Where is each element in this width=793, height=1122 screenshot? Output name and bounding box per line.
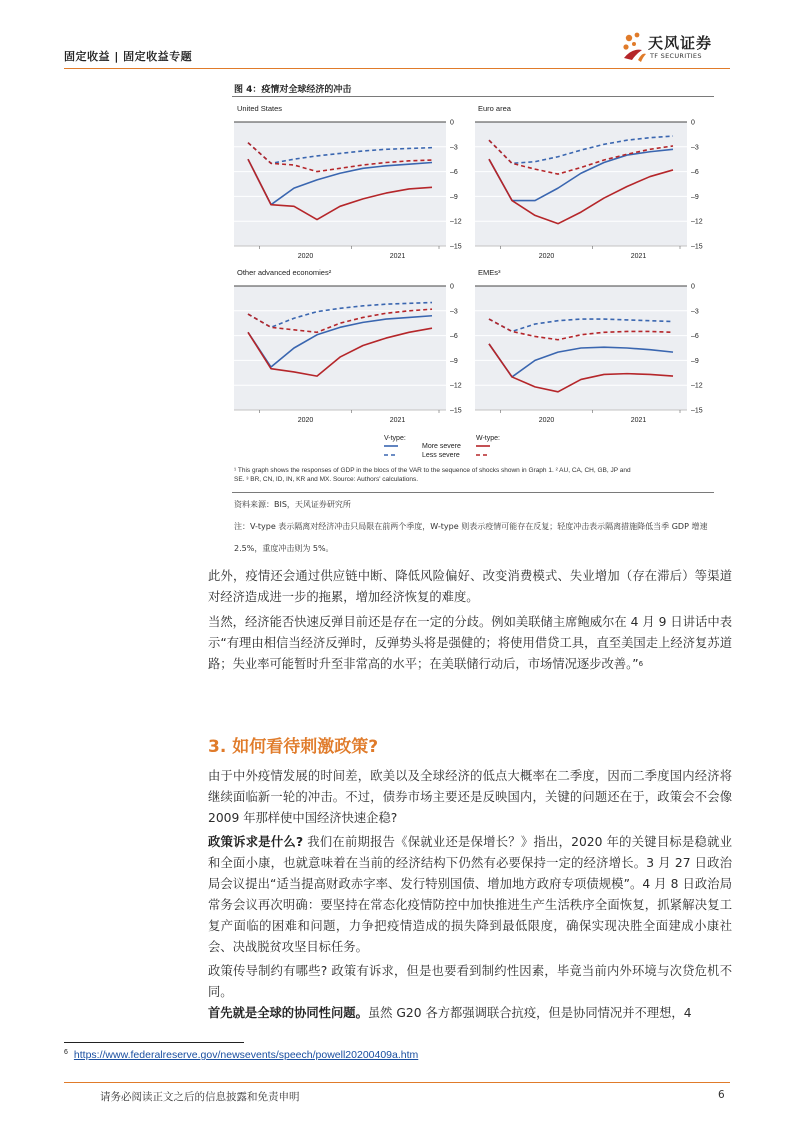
y-tick-label: –9 <box>450 193 458 201</box>
y-tick-label: –9 <box>691 193 699 201</box>
paragraph-4-text: 我们在前期报告《保就业还是保增长？》指出，2020 年的关键目标是稳就业和全面小康，也就意味着在当前的经济结构下仍然有必要保持一定的经济增长。3 月 27 日政治局会议提出“适当提高财政赤字率、发行特别国债、增加地方政府专项债规模”。4 月 8 日政治局常务会议再次明确：要坚持在常态化疫情防控中加快推进生产生活秩序全面恢复，抓紧解决复工复产面临的困难和问题，力争把疫情造成的损失降到最低限度，确保实现决胜全面建成小康社会、决战脱贫攻坚目标任务。 <box>208 835 732 954</box>
paragraph-6-lead: 首先就是全球的协同性问题。 <box>208 1006 368 1020</box>
y-tick-label: –12 <box>450 218 462 226</box>
y-tick-label: –12 <box>450 382 462 390</box>
header-title: 固定收益 | 固定收益专题 <box>64 50 193 63</box>
y-tick-label: 0 <box>691 283 695 291</box>
paragraph-1: 此外，疫情还会通过供应链中断、降低风险偏好、改变消费模式、失业增加（存在滞后）等渠道对经济造成进一步的拖累，增加经济恢复的难度。 <box>208 569 732 604</box>
footnote-ref-6[interactable]: 6 <box>638 660 644 668</box>
y-tick-label: 0 <box>450 283 454 291</box>
figure-top-rule <box>232 96 714 97</box>
footnote-link[interactable]: https://www.federalreserve.gov/newsevents/speech/powell20200409a.htm <box>73 1049 419 1061</box>
chart-legend <box>384 432 564 462</box>
y-tick-label: –15 <box>450 243 462 251</box>
paragraph-6 <box>208 1003 732 1024</box>
figure-title: 图 4：疫情对全球经济的冲击 <box>234 85 352 95</box>
paragraph-2 <box>208 612 732 675</box>
plot-area <box>234 122 446 246</box>
legend-less-severe: Less severe <box>422 452 460 459</box>
y-tick-label: –6 <box>691 169 699 177</box>
figure-footnote <box>234 466 712 484</box>
x-tick-label: 2020 <box>297 253 314 260</box>
y-tick-label: –3 <box>450 308 458 316</box>
paragraph-6-text: 虽然 G20 各方都强调联合抗疫，但是协同情况并不理想，4 <box>367 1006 692 1020</box>
figure-note: 注：V-type 表示隔离对经济冲击只局限在前两个季度，W-type 则表示疫情可能存在反复；轻度冲击表示隔离措施降低当季 GDP 增速 2.5%，重度冲击则为 5%。 <box>234 522 708 553</box>
y-tick-label: 0 <box>450 119 454 127</box>
footer-divider <box>64 1082 730 1083</box>
paragraph-3: 由于中外疫情发展的时间差，欧美以及全球经济的低点大概率在二季度，因而二季度国内经济将继续面临新一轮的冲击。不过，债券市场主要还是反映国内，关键的问题还在于，政策会不会像 2009 年那样使中国经济快速企稳? <box>208 769 732 825</box>
chart-other-advanced <box>234 280 470 428</box>
y-tick-label: –15 <box>450 407 462 415</box>
footer-disclaimer[interactable]: 请务必阅读正文之后的信息披露和免责申明 <box>100 1091 300 1103</box>
footnote-number: 6 <box>64 1049 68 1056</box>
x-tick-label: 2021 <box>630 417 647 424</box>
plot-area <box>475 122 687 246</box>
y-tick-label: –15 <box>691 407 703 415</box>
y-tick-label: –9 <box>691 357 699 365</box>
figure-bottom-rule <box>232 492 714 493</box>
y-tick-label: –12 <box>691 382 703 390</box>
y-tick-label: –6 <box>691 333 699 341</box>
figure-source: 资料来源：BIS，天风证券研究所 <box>234 500 351 509</box>
paragraph-2-text: 当然，经济能否快速反弹目前还是存在一定的分歧。例如美联储主席鲍威尔在 4 月 9 日讲话中表示“有理由相信当经济反弹时，反弹势头将是强健的；将使用借贷工具，直至美国走上经济复苏道路；失业率可能暂时升至非常高的水平；在美联储行动后，市场情况逐步改善。” <box>208 615 732 671</box>
y-tick-label: –12 <box>691 218 703 226</box>
y-tick-label: –6 <box>450 169 458 177</box>
legend-vtype-label: V-type: <box>384 435 406 442</box>
section-heading: 3. 如何看待刺激政策? <box>208 737 379 757</box>
x-tick-label: 2020 <box>538 253 555 260</box>
x-tick-label: 2020 <box>297 417 314 424</box>
y-tick-label: –3 <box>691 308 699 316</box>
y-tick-label: –3 <box>691 144 699 152</box>
paragraph-4-lead: 政策诉求是什么? <box>208 835 304 849</box>
legend-wtype-label: W-type: <box>476 435 500 442</box>
chart-title-us: United States <box>237 104 283 113</box>
paragraph-4 <box>208 832 732 958</box>
chart-title-other-advanced: Other advanced economies² <box>237 268 332 277</box>
y-tick-label: –15 <box>691 243 703 251</box>
chart-emes <box>475 280 711 428</box>
chart-title-euro: Euro area <box>478 104 511 113</box>
paragraph-5: 政策传导制约有哪些? 政策有诉求，但是也要看到制约性因素，毕竟当前内外环境与次贷危机不同。 <box>208 964 732 999</box>
x-tick-label: 2021 <box>630 253 647 260</box>
chart-us <box>234 116 470 264</box>
footnote-6 <box>64 1049 418 1061</box>
chart-title-emes: EMEs³ <box>478 268 501 277</box>
y-tick-label: –6 <box>450 333 458 341</box>
figure-footnote-line2: SE. ³ BR, CN, ID, IN, KR and MX. Source: Authors' calculations. <box>234 476 419 484</box>
logo-text-en: TF SECURITIES <box>650 52 702 60</box>
page-number: 6 <box>718 1089 725 1101</box>
logo-text-cn: 天风证券 <box>648 34 713 52</box>
figure-footnote-line1: ¹ This graph shows the responses of GDP in the blocs of the VAR to the sequence of shocks shown in Graph 1. ² AU, CA, CH, GB, JP and <box>234 467 631 474</box>
footnote-divider <box>64 1042 244 1043</box>
header-divider <box>64 68 730 69</box>
x-tick-label: 2021 <box>389 253 406 260</box>
x-tick-label: 2021 <box>389 417 406 424</box>
plot-area <box>234 286 446 410</box>
y-tick-label: –9 <box>450 357 458 365</box>
x-tick-label: 2020 <box>538 417 555 424</box>
chart-euro <box>475 116 711 264</box>
legend-more-severe: More severe <box>422 443 461 450</box>
y-tick-label: –3 <box>450 144 458 152</box>
y-tick-label: 0 <box>691 119 695 127</box>
